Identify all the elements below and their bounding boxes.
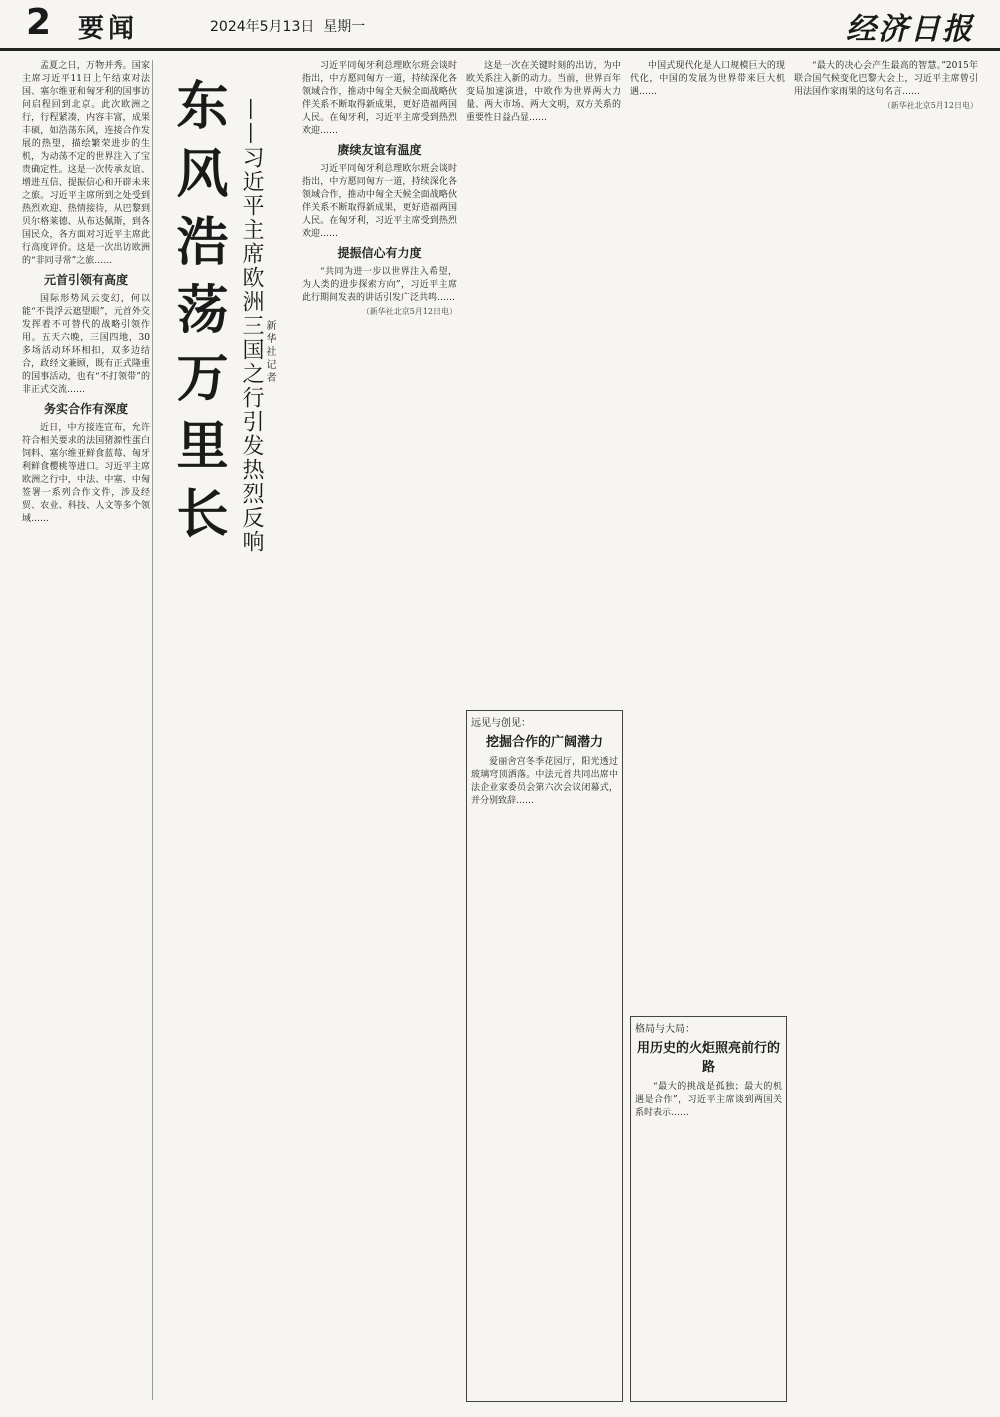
article-text: 习近平同匈牙利总理欧尔班会谈时指出，中方愿同匈方一道，持续深化各领域合作，推动中匈全天候全面战略伙伴关系不断取得新成果，更好造福两国人民。在匈牙利，习近平主席受到热烈欢迎……: [302, 164, 457, 239]
subheading: 赓续友谊有温度: [337, 143, 422, 157]
article-text: 习近平同匈牙利总理欧尔班会谈时指出，中方愿同匈方一道，持续深化各领域合作，推动中匈全天候全面战略伙伴关系不断取得新成果，更好造福两国人民。在匈牙利，习近平主席受到热烈欢迎……: [302, 61, 457, 136]
article-column-3: [466, 60, 621, 700]
box-heading: 用历史的火炬照亮前行的路: [636, 1041, 780, 1075]
column-divider: [152, 60, 153, 1400]
article-text: “共同为进一步以世界注入希望，为人类的进步探索方向”，习近平主席此行期间发表的讲话引发广泛共鸣……: [302, 267, 457, 303]
section-name: 要闻: [78, 14, 139, 44]
article-text: 中国式现代化是人口规模巨大的现代化，中国的发展为世界带来巨大机遇……: [630, 61, 785, 97]
date-text: 2024年5月13日: [210, 19, 315, 35]
article-text: 爱丽舍宫冬季花园厅，阳光透过玻璃穹顶洒落。中法元首共同出席中法企业家委员会第六次会议闭幕式，并分别致辞……: [471, 757, 618, 806]
sidebar-box-1: [466, 710, 623, 1402]
subheading: 务实合作有深度: [43, 402, 128, 416]
box-title: 格局与大局：: [635, 1024, 695, 1035]
box-text: [471, 756, 618, 1356]
issue-date: [210, 16, 365, 36]
subtitle: ——习近平主席欧洲三国之行引发热烈反响: [239, 98, 264, 554]
subheading: 提振信心有力度: [337, 246, 422, 260]
article-text: 近日，中方接连宣布，允许符合相关要求的法国猪源性蛋白饲料、塞尔维亚鲜食蓝莓、匈牙利鲜食樱桃等进口。习近平主席欧洲之行中，中法、中塞、中匈签署一系列合作文件，涉及经贸、农业、科技、人文等多个领域……: [22, 423, 150, 524]
box-text: [635, 1081, 782, 1381]
article-text: 这是一次在关键时刻的出访，为中欧关系注入新的动力。当前，世界百年变局加速演进，中欧作为世界两大力量、两大市场、两大文明，双方关系的重要性日益凸显……: [466, 61, 621, 123]
sidebar-box-2: [630, 1016, 787, 1402]
newspaper-logo: 经济日报: [846, 12, 974, 47]
article-text: 国际形势风云变幻，何以能“不畏浮云遮望眼”，元首外交发挥着不可替代的战略引领作用。五天六晚，三国四地，30多场活动环环相扣，双多边结合，政经文兼顾，既有正式隆重的国事活动，也有“不打领带”的非正式交流……: [22, 294, 150, 395]
box-heading: 挖掘合作的广阔潜力: [485, 735, 603, 750]
article-text: 孟夏之日，万物并秀。国家主席习近平11日上午结束对法国、塞尔维亚和匈牙利的国事访问启程回到北京。此次欧洲之行，行程紧凑，内容丰富，成果丰硕，如浩荡东风，连接合作发展的热望，描绘繁荣进步的生机，为动荡不定的世界注入了宝贵确定性。这是一次传承友谊、增进互信、提振信心和开辟未来之旅。习近平主席所到之处受到热烈欢迎、热情接待，从巴黎到贝尔格莱德、从布达佩斯，到各国民众，各方面对习近平主席此行高度评价。这是一次出访欧洲的“非同寻常”之旅……: [22, 61, 150, 266]
credit-line: （新华社北京5月12日电）: [361, 307, 457, 316]
headline: 东风浩荡万里长: [167, 78, 227, 554]
article-column-4: [630, 60, 785, 1010]
article-text: “最大的挑战是孤独；最大的机遇是合作”，习近平主席谈到两国关系时表示……: [635, 1082, 782, 1118]
box-title: 远见与创见：: [471, 718, 531, 729]
article-column-1: [22, 60, 150, 1400]
credit-line: （新华社北京5月12日电）: [882, 101, 978, 110]
byline: 新华社记者: [264, 320, 275, 385]
masthead: [0, 0, 1000, 51]
weekday-text: 星期一: [323, 19, 366, 35]
article-text: “最大的决心会产生最高的智慧。”2015年联合国气候变化巴黎大会上，习近平主席曾引用法国作家雨果的这句名言……: [794, 61, 978, 97]
article-column-2: [302, 60, 457, 1400]
page-number: 2: [26, 2, 52, 43]
article-column-5: [794, 60, 978, 1400]
subheading: 元首引领有高度: [43, 273, 128, 287]
